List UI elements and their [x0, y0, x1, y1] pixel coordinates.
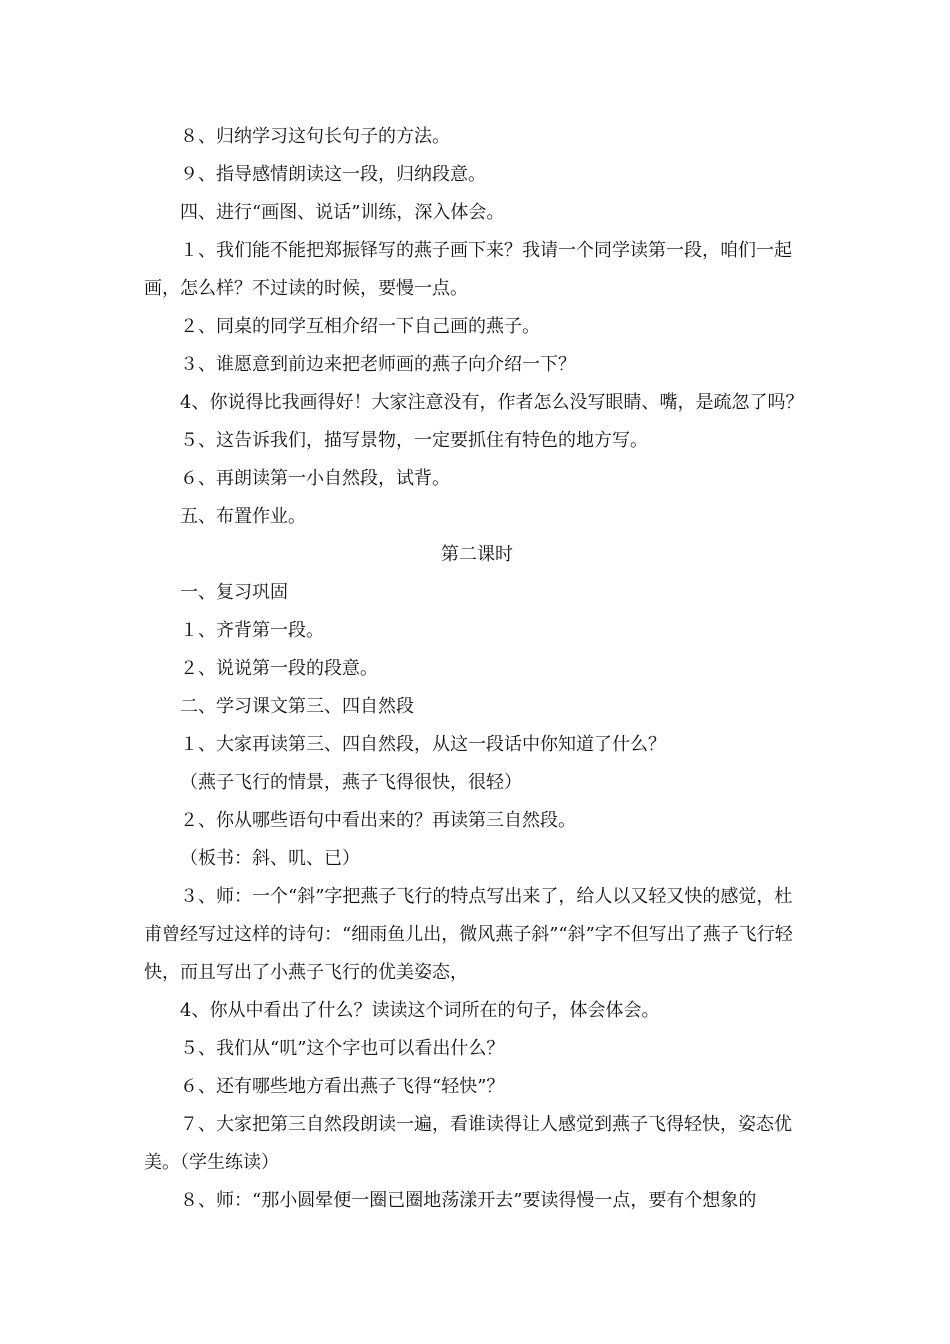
paragraph: （燕子飞行的情景，燕子飞得很快，很轻） [180, 772, 522, 793]
section-heading: 第二课时 [441, 544, 513, 565]
paragraph: 4、你从中看出了什么？读读这个词所在的句子，体会体会。 [180, 1000, 660, 1021]
paragraph: ２、你从哪些语句中看出来的？再读第三自然段。 [180, 810, 576, 831]
paragraph: １、我们能不能把郑振铎写的燕子画下来？我请一个同学读第一段，咱们一起画，怎么样？不过读的时候，要慢一点。 [144, 240, 792, 299]
paragraph: ２、说说第一段的段意。 [180, 658, 378, 679]
paragraph: １、齐背第一段。 [180, 620, 324, 641]
paragraph: ６、再朗读第一小自然段，试背。 [180, 468, 450, 489]
paragraph: 五、布置作业。 [180, 506, 306, 527]
paragraph: 一、复习巩固 [180, 582, 288, 603]
paragraph: ５、我们从“叽”这个字也可以看出什么？ [180, 1038, 505, 1059]
paragraph: 四、进行“画图、说话”训练，深入体会。 [180, 202, 505, 223]
paragraph: ３、师：一个“斜”字把燕子飞行的特点写出来了，给人以又轻又快的感觉，杜甫曾经写过这样的诗句：“细雨鱼儿出，微风燕子斜”“斜”字不但写出了燕子飞行轻快，而且写出了小燕子飞行的优美姿态， [144, 886, 793, 983]
paragraph: ６、还有哪些地方看出燕子飞得“轻快”？ [180, 1076, 505, 1097]
paragraph: 二、学习课文第三、四自然段 [180, 696, 414, 717]
paragraph: ３、谁愿意到前边来把老师画的燕子向介绍一下？ [180, 354, 576, 375]
paragraph: ７、大家把第三自然段朗读一遍，看谁读得让人感觉到燕子飞得轻快，姿态优美。（学生练读） [144, 1114, 792, 1173]
paragraph: （板书：斜、叽、已） [180, 848, 360, 869]
paragraph: ５、这告诉我们，描写景物，一定要抓住有特色的地方写。 [180, 430, 648, 451]
paragraph: ９、指导感情朗读这一段，归纳段意。 [180, 164, 486, 185]
paragraph: ８、归纳学习这句长句子的方法。 [180, 126, 450, 147]
paragraph: １、大家再读第三、四自然段，从这一段话中你知道了什么？ [180, 734, 666, 755]
paragraph: 4、你说得比我画得好！大家注意没有，作者怎么没写眼睛、嘴，是疏忽了吗？ [180, 392, 804, 413]
paragraph: ２、同桌的同学互相介绍一下自己画的燕子。 [180, 316, 540, 337]
document-body [144, 118, 810, 1220]
paragraph: ８、师：“那小圆晕便一圈已圈地荡漾开去”要读得慢一点，要有个想象的 [180, 1190, 757, 1211]
